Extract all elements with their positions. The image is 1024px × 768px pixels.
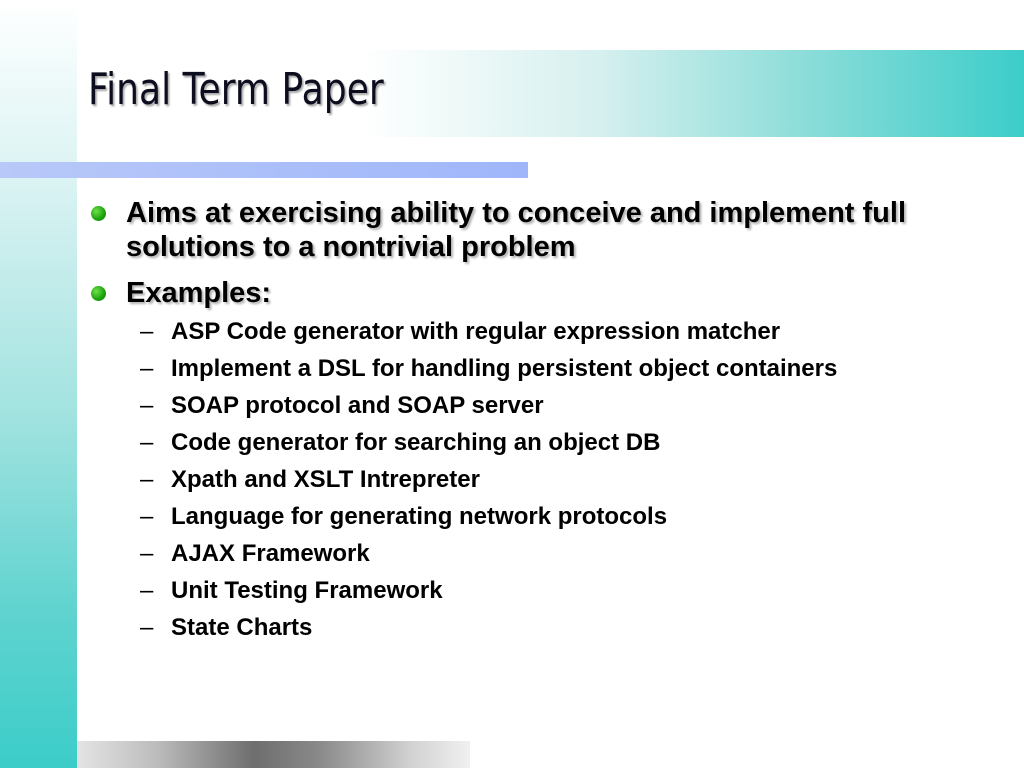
list-item-text: Implement a DSL for handling persistent object containers: [171, 355, 838, 382]
list-item: [88, 612, 988, 643]
dash-icon: –: [140, 577, 154, 604]
list-item: [88, 316, 988, 347]
bullet-text: Examples:: [126, 277, 272, 309]
list-item-text: State Charts: [171, 614, 313, 641]
list-item-text: SOAP protocol and SOAP server: [171, 392, 544, 419]
dash-icon: –: [140, 392, 154, 419]
dash-icon: –: [140, 614, 154, 641]
list-item-text: Unit Testing Framework: [171, 577, 443, 604]
slide-title: Final Term Paper: [88, 64, 384, 115]
left-gradient-band: [0, 0, 77, 768]
bullet-item-aims: [88, 196, 988, 264]
list-item: [88, 538, 988, 569]
list-item-text: Code generator for searching an object DB: [171, 429, 661, 456]
list-item: [88, 427, 988, 458]
dash-icon: –: [140, 318, 154, 345]
list-item-text: ASP Code generator with regular expression matcher: [171, 318, 781, 345]
list-item: [88, 464, 988, 495]
dash-icon: –: [140, 466, 154, 493]
list-item-text: AJAX Framework: [171, 540, 370, 567]
examples-list: [88, 316, 988, 643]
slide-content: [88, 196, 988, 649]
bottom-gradient-bar: [77, 741, 470, 768]
dash-icon: –: [140, 540, 154, 567]
bullet-text: Aims at exercising ability to conceive and implement full solutions to a nontrivial problem: [126, 197, 906, 263]
list-item: [88, 353, 988, 384]
list-item-text: Language for generating network protocols: [171, 503, 668, 530]
list-item: [88, 390, 988, 421]
list-item: [88, 501, 988, 532]
dash-icon: –: [140, 355, 154, 382]
bullet-dot-icon: [91, 286, 106, 301]
dash-icon: –: [140, 503, 154, 530]
bullet-dot-icon: [91, 206, 106, 221]
accent-bar: [0, 162, 528, 178]
bullet-item-examples: [88, 276, 988, 310]
list-item-text: Xpath and XSLT Intrepreter: [171, 466, 480, 493]
dash-icon: –: [140, 429, 154, 456]
list-item: [88, 575, 988, 606]
